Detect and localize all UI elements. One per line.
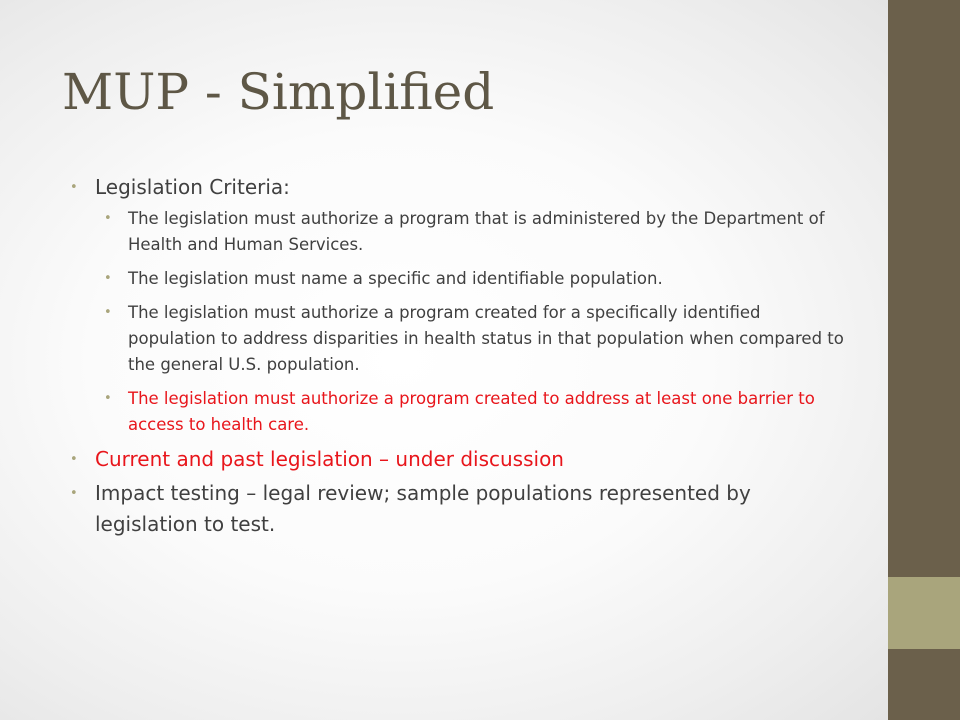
side-accent-block: [888, 577, 960, 649]
bullet-text: Current and past legislation – under discussion: [95, 447, 564, 471]
slide-title: MUP - Simplified: [62, 63, 495, 121]
bullet-text: Impact testing – legal review; sample populations represented by legislation to test.: [95, 481, 751, 536]
bullet-item: [70, 172, 850, 203]
sub-bullet-text: The legislation must authorize a program created to address at least one barrier to access to health care.: [128, 389, 815, 434]
sub-bullet-text: The legislation must name a specific and identifiable population.: [128, 269, 663, 288]
sub-bullet-text: The legislation must authorize a program created for a specifically identified population to address disparities in health status in that population when compared to the general U.S. population.: [128, 303, 844, 374]
bullet-dot-icon: •: [104, 271, 112, 286]
sub-bullet-text: The legislation must authorize a program that is administered by the Department of Health and Human Services.: [128, 209, 825, 254]
bullet-dot-icon: •: [104, 305, 112, 320]
sub-bullet-item-highlighted: [70, 386, 850, 438]
bullet-item-highlighted: [70, 444, 850, 475]
bullet-dot-icon: •: [104, 391, 112, 406]
sub-bullet-item: [70, 266, 850, 292]
sub-bullet-item: [70, 206, 850, 258]
bullet-dot-icon: •: [104, 211, 112, 226]
bullet-item: [70, 478, 850, 540]
bullet-text: Legislation Criteria:: [95, 175, 290, 199]
bullet-dot-icon: •: [70, 452, 78, 467]
sub-bullet-item: [70, 300, 850, 378]
bullet-dot-icon: •: [70, 180, 78, 195]
bullet-dot-icon: •: [70, 486, 78, 501]
slide-content: [70, 172, 850, 540]
